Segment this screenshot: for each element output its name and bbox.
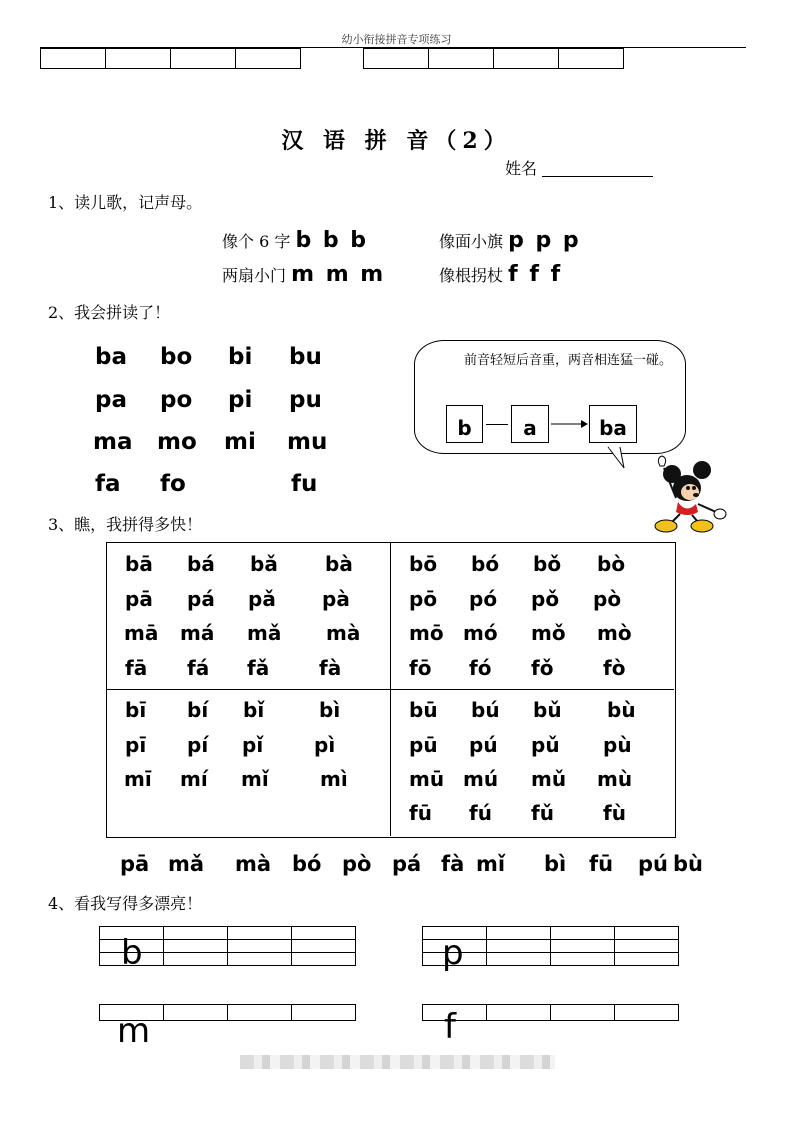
table-syllable: pì	[314, 733, 336, 757]
demo-connector	[486, 424, 508, 425]
table-syllable: fā	[125, 656, 148, 680]
table-syllable: mǒ	[531, 621, 566, 645]
table-syllable: pū	[409, 733, 438, 757]
table-syllable: bǐ	[243, 698, 265, 722]
name-label: 姓名	[505, 159, 538, 178]
table-syllable: mà	[326, 621, 361, 645]
header-box	[171, 48, 236, 69]
practice-syllable: pā	[120, 852, 150, 876]
practice-syllable: bù	[673, 852, 703, 876]
syllable: bi	[228, 344, 253, 370]
page-header-title: 幼小衔接拼音专项练习	[341, 33, 452, 46]
table-syllable: fò	[603, 656, 626, 680]
arrow-right-icon	[551, 418, 589, 430]
syllable: fu	[291, 471, 318, 497]
table-syllable: fǒ	[531, 656, 554, 680]
table-syllable: pī	[125, 733, 147, 757]
syllable: ma	[93, 429, 133, 455]
table-syllable: mù	[597, 767, 633, 791]
table-syllable: pǔ	[531, 733, 560, 757]
demo-initial-box: b	[446, 405, 483, 443]
table-syllable: pá	[187, 587, 215, 611]
header-box	[40, 48, 106, 69]
table-syllable: bā	[125, 552, 153, 576]
practice-syllable: pá	[392, 852, 422, 876]
practice-syllable: fū	[589, 852, 614, 876]
writing-letter: m	[117, 1011, 151, 1051]
table-syllable: bǎ	[250, 552, 278, 576]
syllable: mu	[287, 429, 328, 455]
tip-text: 前音轻短后音重，两音相连猛一碰。	[464, 353, 673, 368]
table-syllable: fō	[409, 656, 432, 680]
syllable: pa	[95, 387, 127, 413]
table-syllable: fǎ	[247, 656, 270, 680]
table-syllable: mó	[463, 621, 498, 645]
table-syllable: bá	[187, 552, 215, 576]
header-box	[494, 48, 559, 69]
table-syllable: pǎ	[248, 587, 276, 611]
rhyme-text: 像个 6 字	[222, 232, 291, 251]
rhyme-text: 像根拐杖	[439, 266, 504, 285]
rhyme-text: 两扇小门	[222, 266, 287, 285]
rhyme-2	[439, 228, 581, 253]
header-box	[559, 48, 624, 69]
table-syllable: pò	[593, 587, 622, 611]
table-syllable: má	[180, 621, 215, 645]
table-syllable: bí	[187, 698, 209, 722]
header-box	[236, 48, 301, 69]
rhyme-3	[222, 262, 385, 287]
syllable: fa	[95, 471, 121, 497]
blurred-footer-watermark	[240, 1055, 555, 1069]
section3-heading: 3、瞧，我拼得多快！	[48, 515, 203, 534]
practice-syllable: pò	[342, 852, 372, 876]
writing-letter: f	[444, 1007, 456, 1047]
table-syllable: bǒ	[533, 552, 562, 576]
table-syllable: bì	[319, 698, 341, 722]
table-syllable: pó	[469, 587, 498, 611]
header-boxes-right	[363, 48, 624, 68]
section1-heading: 1、读儿歌，记声母。	[48, 193, 203, 212]
demo-final-box: a	[511, 405, 549, 443]
table-divider-horizontal	[106, 689, 674, 690]
practice-syllable: mǎ	[168, 852, 205, 876]
table-syllable: pà	[322, 587, 350, 611]
writing-grid-m-clip	[99, 1004, 359, 1051]
name-field[interactable]	[542, 176, 653, 177]
syllable: po	[160, 387, 193, 413]
practice-syllable: bó	[292, 852, 322, 876]
practice-syllable: mǐ	[476, 852, 506, 876]
practice-syllable: bì	[544, 852, 567, 876]
syllable: bu	[289, 344, 322, 370]
writing-letter: p	[442, 933, 464, 973]
table-syllable: mǎ	[247, 621, 282, 645]
table-syllable: fǔ	[531, 801, 554, 825]
table-syllable: fà	[319, 656, 342, 680]
bubble-tail-icon	[600, 446, 630, 470]
header-boxes-left	[40, 48, 301, 68]
table-syllable: pù	[603, 733, 632, 757]
rhyme-letters: m m m	[291, 262, 386, 287]
table-syllable: pā	[125, 587, 153, 611]
section4-heading: 4、看我写得多漂亮！	[48, 894, 203, 913]
practice-syllable: mà	[235, 852, 272, 876]
syllable: fo	[160, 471, 186, 497]
table-syllable: fù	[603, 801, 626, 825]
rhyme-1	[222, 228, 368, 253]
table-syllable: mò	[597, 621, 632, 645]
table-syllable: pú	[469, 733, 498, 757]
table-syllable: fó	[469, 656, 492, 680]
mickey-cartoon-icon	[650, 458, 732, 534]
table-syllable: bū	[409, 698, 438, 722]
page-title: 汉 语 拼 音（2）	[281, 128, 512, 154]
rhyme-letters: f f f	[508, 262, 563, 287]
table-syllable: bú	[471, 698, 500, 722]
rhyme-text: 像面小旗	[439, 232, 504, 251]
header-box	[106, 48, 171, 69]
table-syllable: pí	[187, 733, 209, 757]
table-syllable: pǐ	[242, 733, 264, 757]
rhyme-letters: b b b	[295, 228, 369, 253]
table-syllable: mǐ	[241, 767, 269, 791]
demo-result-box: ba	[589, 405, 637, 443]
rhyme-letters: p p p	[508, 228, 581, 253]
syllable: ba	[95, 344, 127, 370]
table-syllable: mā	[124, 621, 159, 645]
table-syllable: bò	[597, 552, 626, 576]
table-syllable: mú	[463, 767, 499, 791]
table-syllable: mí	[180, 767, 208, 791]
table-syllable: fú	[469, 801, 492, 825]
syllable: pi	[228, 387, 253, 413]
syllable: bo	[160, 344, 193, 370]
header-box	[429, 48, 494, 69]
table-syllable: mǔ	[531, 767, 567, 791]
table-syllable: mō	[409, 621, 444, 645]
writing-grid-f-clip	[422, 1004, 684, 1047]
table-syllable: bà	[325, 552, 353, 576]
table-syllable: mū	[409, 767, 445, 791]
practice-syllable: pú	[638, 852, 668, 876]
table-syllable: fū	[409, 801, 432, 825]
writing-letter: b	[121, 933, 143, 973]
section2-heading: 2、我会拼读了！	[48, 303, 171, 322]
table-syllable: pō	[409, 587, 438, 611]
table-syllable: bó	[471, 552, 500, 576]
syllable: mo	[157, 429, 197, 455]
table-syllable: bǔ	[533, 698, 562, 722]
writing-grid-f[interactable]	[422, 1004, 679, 1021]
table-syllable: bō	[409, 552, 438, 576]
table-syllable: mī	[124, 767, 152, 791]
syllable: pu	[289, 387, 322, 413]
syllable: mi	[224, 429, 256, 455]
header-box	[363, 48, 429, 69]
table-syllable: bù	[607, 698, 636, 722]
table-syllable: bī	[125, 698, 147, 722]
table-syllable: pǒ	[531, 587, 560, 611]
rhyme-4	[439, 262, 562, 287]
table-syllable: fá	[187, 656, 210, 680]
table-syllable: mì	[320, 767, 348, 791]
practice-syllable: fà	[441, 852, 465, 876]
